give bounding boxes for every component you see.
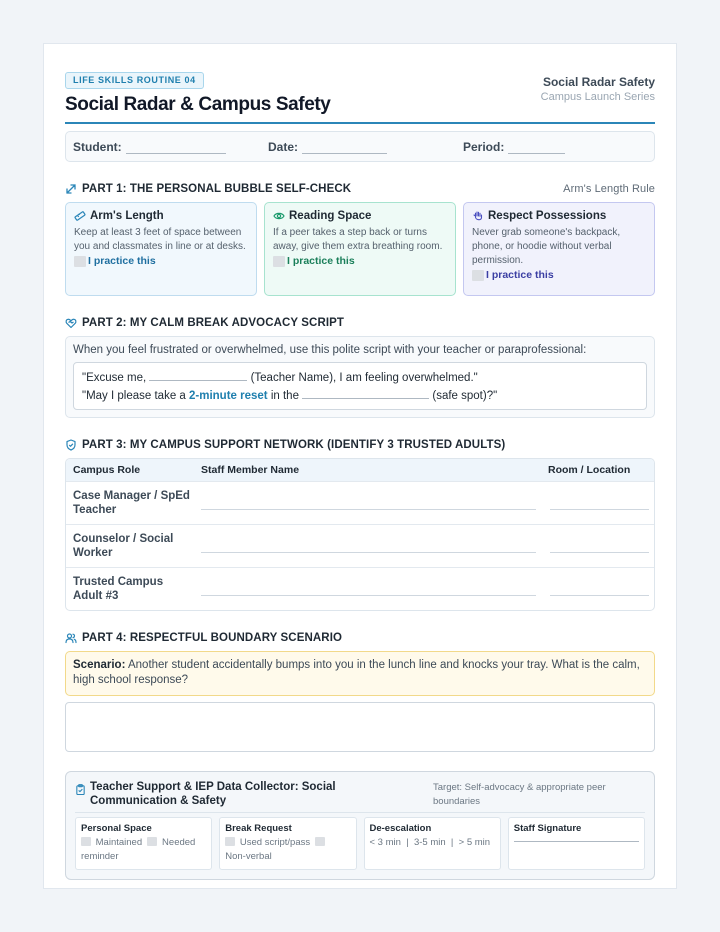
room-location-line[interactable] xyxy=(550,552,649,553)
expand-arrows-icon xyxy=(65,183,77,195)
script-line1-start: "Excuse me, xyxy=(82,372,147,384)
shield-check-icon xyxy=(65,439,77,451)
de-escalation-options[interactable]: < 3 min | 3-5 min | > 5 min xyxy=(369,837,491,848)
de-escalation-column xyxy=(364,817,501,870)
header-campus-role: Campus Role xyxy=(73,464,141,476)
card-reading-space xyxy=(264,202,456,296)
checkbox-square[interactable] xyxy=(74,256,86,267)
practice-label: I practice this xyxy=(287,255,355,267)
eye-icon xyxy=(273,210,285,222)
arms-length-rule-label: Arm's Length Rule xyxy=(563,183,655,195)
card-title: Arm's Length xyxy=(90,210,164,222)
header-divider xyxy=(65,122,655,124)
needed-reminder-checkbox[interactable] xyxy=(147,837,157,846)
period-line[interactable] xyxy=(508,144,565,154)
series-subtitle: Campus Launch Series xyxy=(540,91,655,103)
table-header-row xyxy=(66,459,654,481)
date-label: Date: xyxy=(268,140,299,154)
break-request-label: Break Request xyxy=(225,823,292,834)
part3-heading xyxy=(65,437,655,453)
advocacy-script-box xyxy=(65,336,655,418)
campus-role-cell: Case Manager / SpEd Teacher xyxy=(73,490,190,516)
hand-icon xyxy=(472,210,484,222)
date-line[interactable] xyxy=(302,144,387,154)
heart-handshake-icon xyxy=(65,317,77,329)
script-line1-end: (Teacher Name), I am feeling overwhelmed." xyxy=(250,372,478,384)
period-field[interactable] xyxy=(463,140,565,154)
staff-signature-label: Staff Signature xyxy=(513,823,582,834)
bubble-cards xyxy=(65,202,655,296)
scenario-answer-box[interactable] xyxy=(65,702,655,752)
non-verbal-label: Non-verbal xyxy=(225,851,272,862)
teacher-box-title: Teacher Support & IEP Data Collector: Social Communication & Safety xyxy=(90,781,336,807)
date-field[interactable] xyxy=(268,140,387,154)
card-title: Reading Space xyxy=(289,210,372,222)
part3-title: PART 3: MY CAMPUS SUPPORT NETWORK (IDENTIFY 3 TRUSTED ADULTS) xyxy=(82,439,506,451)
header-room-location: Room / Location xyxy=(548,464,631,476)
part2-heading xyxy=(65,315,655,331)
period-label: Period: xyxy=(463,140,505,154)
maintained-checkbox[interactable] xyxy=(81,837,91,846)
support-network-table xyxy=(65,458,655,611)
room-location-line[interactable] xyxy=(550,509,649,510)
script-line2-start: "May I please take a xyxy=(82,390,186,402)
scenario-text: Another student accidentally bumps into you in the lunch line and knocks your tray. What is the calm, high school response? xyxy=(73,659,640,686)
page-title: Social Radar & Campus Safety xyxy=(65,94,331,115)
practice-label: I practice this xyxy=(88,255,156,267)
header-staff-name: Staff Member Name xyxy=(201,464,300,476)
series-info xyxy=(541,75,655,103)
student-label: Student: xyxy=(73,140,122,154)
worksheet-header xyxy=(65,70,655,122)
table-row xyxy=(66,567,654,610)
non-verbal-checkbox[interactable] xyxy=(315,837,325,846)
table-row xyxy=(66,481,654,524)
scenario-label: Scenario: xyxy=(73,659,126,671)
room-location-line[interactable] xyxy=(550,595,649,596)
card-body: If a peer takes a step back or turns away, give them extra breathing room. xyxy=(273,227,443,252)
script-line-1 xyxy=(82,369,638,387)
signature-line[interactable] xyxy=(514,841,639,842)
practice-label: I practice this xyxy=(486,269,554,281)
student-field[interactable] xyxy=(73,140,226,154)
teacher-name-blank[interactable] xyxy=(149,370,247,381)
staff-signature-column xyxy=(508,817,645,870)
part1-title: PART 1: THE PERSONAL BUBBLE SELF-CHECK xyxy=(82,183,352,195)
teacher-divider xyxy=(75,812,645,813)
student-info-row xyxy=(65,131,655,162)
staff-name-line[interactable] xyxy=(201,595,536,596)
part4-title: PART 4: RESPECTFUL BOUNDARY SCENARIO xyxy=(82,632,343,644)
script-line2-mid: in the xyxy=(270,390,299,402)
users-icon xyxy=(65,632,77,644)
personal-space-label: Personal Space xyxy=(81,823,152,834)
script-line-2 xyxy=(82,387,638,405)
used-script-label: Used script/pass xyxy=(239,837,311,848)
card-body: Never grab someone's backpack, phone, or hoodie without verbal permission. xyxy=(472,227,621,266)
break-request-column xyxy=(219,817,356,870)
target-note: Target: Self-advocacy & appropriate peer boundaries xyxy=(433,782,606,807)
series-title: Social Radar Safety xyxy=(542,75,655,89)
part2-title: PART 2: MY CALM BREAK ADVOCACY SCRIPT xyxy=(82,317,345,329)
card-respect-possessions xyxy=(463,202,655,296)
clipboard-check-icon xyxy=(75,784,86,795)
personal-space-column xyxy=(75,817,212,870)
campus-role-cell: Counselor / Social Worker xyxy=(73,533,174,559)
teacher-data-collector xyxy=(65,771,655,880)
card-body: Keep at least 3 feet of space between you and classmates in line or at desks. xyxy=(74,227,246,252)
part4-heading xyxy=(65,630,655,646)
script-line2-end: (safe spot)?" xyxy=(432,390,498,402)
checkbox-square[interactable] xyxy=(273,256,285,267)
staff-name-line[interactable] xyxy=(201,552,536,553)
de-escalation-label: De-escalation xyxy=(369,823,432,834)
used-script-checkbox[interactable] xyxy=(225,837,235,846)
card-title: Respect Possessions xyxy=(488,210,607,222)
practice-checkbox[interactable] xyxy=(472,269,646,281)
student-name-line[interactable] xyxy=(126,144,226,154)
script-intro: When you feel frustrated or overwhelmed, use this polite script with your teacher or paraprofessional: xyxy=(73,344,587,356)
staff-name-line[interactable] xyxy=(201,509,536,510)
practice-checkbox[interactable] xyxy=(74,255,248,267)
script-text xyxy=(73,362,647,410)
table-row xyxy=(66,524,654,567)
ruler-icon xyxy=(74,210,86,222)
card-arms-length xyxy=(65,202,257,296)
needed-reminder-label: Needed reminder xyxy=(81,837,196,862)
worksheet-page xyxy=(43,43,677,889)
reset-duration-highlight: 2-minute reset xyxy=(189,390,268,402)
campus-role-cell: Trusted Campus Adult #3 xyxy=(73,576,164,602)
checkbox-square[interactable] xyxy=(472,270,484,281)
practice-checkbox[interactable] xyxy=(273,255,447,267)
routine-tag: LIFE SKILLS ROUTINE 04 xyxy=(65,72,204,89)
scenario-box xyxy=(65,651,655,696)
safe-spot-blank[interactable] xyxy=(302,388,429,399)
data-collection-columns xyxy=(75,817,645,870)
part1-heading xyxy=(65,181,655,197)
maintained-label: Maintained xyxy=(95,837,143,848)
